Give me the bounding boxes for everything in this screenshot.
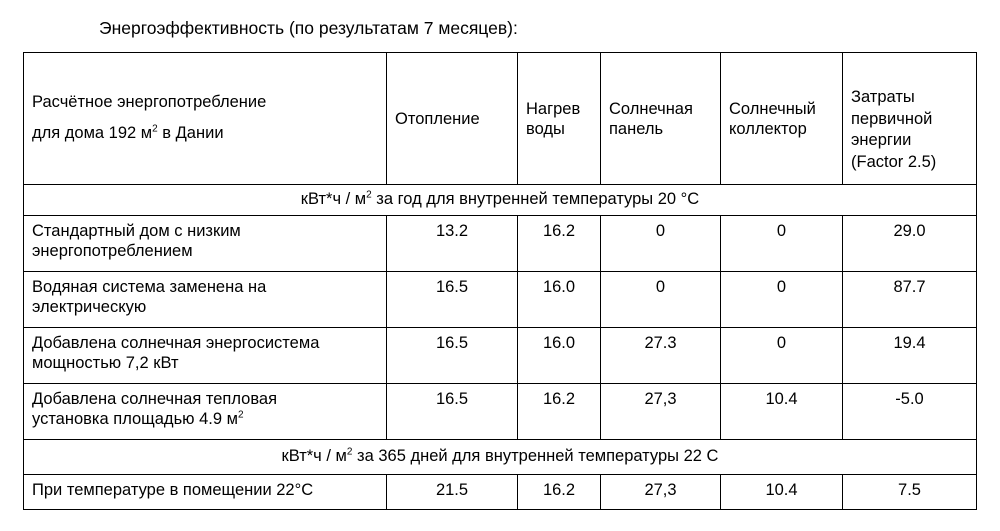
table-row xyxy=(24,272,977,328)
cell-primary-energy: 87.7 xyxy=(843,272,977,328)
section-row xyxy=(24,185,977,216)
header-solar-panel-line2: панель xyxy=(609,119,664,138)
header-water-line1: Нагрев xyxy=(526,99,581,118)
cell-solar-panel: 0 xyxy=(601,272,721,328)
section-heading-22c: $кВт*ч / м^2$ за 365 дней для внутренней температуры 22 С xyxy=(24,440,977,475)
cell-primary-energy: 7.5 xyxy=(843,475,977,510)
header-primary-energy-line4: (Factor 2.5) xyxy=(851,152,937,171)
cell-solar-panel: 27.3 xyxy=(601,328,721,384)
header-primary-energy-line2: первичной xyxy=(851,109,933,128)
header-water-heating xyxy=(518,53,601,185)
header-water-line2: воды xyxy=(526,119,565,138)
cell-heating: 16.5 xyxy=(387,272,518,328)
cell-heating: 16.5 xyxy=(387,328,518,384)
header-house-label-line2: для дома 192 $м^2$ в Дании xyxy=(32,123,224,142)
header-solar-panel xyxy=(601,53,721,185)
cell-solar-collector: 10.4 xyxy=(721,475,843,510)
cell-water: 16.2 xyxy=(518,475,601,510)
cell-solar-panel: 27,3 xyxy=(601,384,721,440)
section-heading-20c: $кВт*ч / м^2$ за год для внутренней температуры 20 °C xyxy=(24,185,977,216)
header-solar-panel-line1: Солнечная xyxy=(609,99,693,118)
row-label: Добавлена солнечная энергосистема мощностью 7,2 кВт xyxy=(24,328,387,384)
table-row xyxy=(24,475,977,510)
section-row xyxy=(24,440,977,475)
cell-heating: 21.5 xyxy=(387,475,518,510)
cell-primary-energy: 19.4 xyxy=(843,328,977,384)
header-heating-label: Отопление xyxy=(395,109,480,128)
row-label: Стандартный дом с низким энергопотреблением xyxy=(24,216,387,272)
header-primary-energy xyxy=(843,53,977,185)
header-primary-energy-line3: энергии xyxy=(851,131,912,149)
header-solar-collector xyxy=(721,53,843,185)
header-primary-energy-line1: Затраты xyxy=(851,88,915,106)
header-house-label xyxy=(24,53,387,185)
table-row xyxy=(24,216,977,272)
row-label: Водяная система заменена на электрическую xyxy=(24,272,387,328)
row-label: Добавлена солнечная тепловая установка площадью 4.9 $м^2$ xyxy=(24,384,387,440)
cell-solar-collector: 0 xyxy=(721,216,843,272)
cell-water: 16.2 xyxy=(518,216,601,272)
cell-primary-energy: 29.0 xyxy=(843,216,977,272)
table-header-row xyxy=(24,53,977,185)
header-solar-collector-line1: Солнечный xyxy=(729,99,816,118)
table-row xyxy=(24,328,977,384)
cell-primary-energy: -5.0 xyxy=(843,384,977,440)
cell-water: 16.0 xyxy=(518,328,601,384)
page-title: Энергоэффективность (по результатам 7 месяцев): xyxy=(99,18,518,38)
cell-solar-panel: 0 xyxy=(601,216,721,272)
cell-solar-collector: 0 xyxy=(721,328,843,384)
table-row xyxy=(24,384,977,440)
cell-solar-collector: 10.4 xyxy=(721,384,843,440)
cell-heating: 13.2 xyxy=(387,216,518,272)
header-heating xyxy=(387,53,518,185)
header-house-label-line1: Расчётное энергопотребление xyxy=(32,93,267,111)
cell-solar-collector: 0 xyxy=(721,272,843,328)
header-solar-collector-line2: коллектор xyxy=(729,119,807,138)
cell-solar-panel: 27,3 xyxy=(601,475,721,510)
cell-water: 16.2 xyxy=(518,384,601,440)
cell-water: 16.0 xyxy=(518,272,601,328)
cell-heating: 16.5 xyxy=(387,384,518,440)
row-label: При температуре в помещении 22°C xyxy=(24,475,387,510)
energy-efficiency-table xyxy=(23,52,977,510)
